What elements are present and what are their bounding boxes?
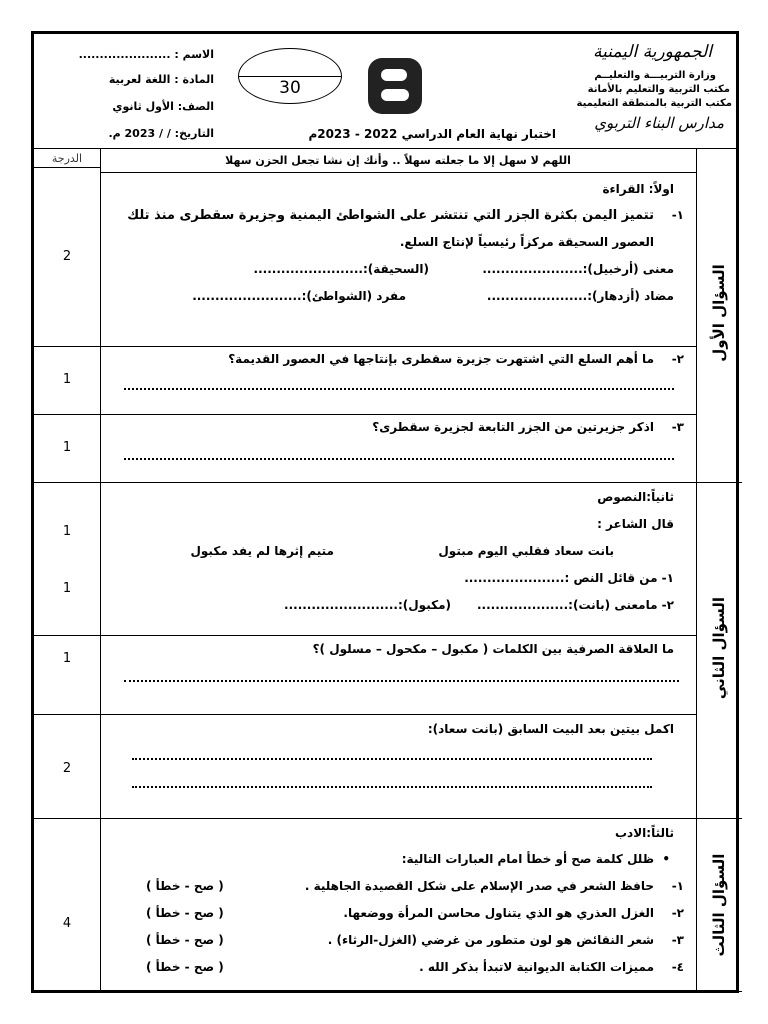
school-script: مدارس البناء التربوي [594,114,724,132]
tf-item-text: حافظ الشعر في صدر الإسلام على شكل القصيدة الجاهلية . [304,879,654,893]
s2-q1[interactable]: ١- من قائل النص :...................... [464,571,674,585]
s2-q3-answer-line[interactable] [124,680,679,682]
q3-grade: 1 [62,440,72,455]
s2-grade-3: 1 [62,651,72,666]
row-separator [34,714,696,715]
tf-choice[interactable]: ( صح - خطأ ) [146,906,224,920]
prayer-line: اللهم لا سهل إلا ما جعلته سهلاً .. وأنك إن نشا تجعل الحزن سهلا [225,154,571,167]
row-separator [34,346,696,347]
grade-level-label: الصف: الأول ثانوي [112,100,214,113]
poet-label: قال الشاعر : [597,517,674,531]
tf-item-number: ٢- [671,906,684,920]
s2-q3: ما العلاقة الصرفية بين الكلمات ( مكبول – مكحول – مسلول )؟ [312,642,674,656]
tf-bullet-icon: • [662,852,670,866]
tf-choice[interactable]: ( صح - خطأ ) [146,933,224,947]
s2-q4: اكمل بيتين بعد البيت السابق (بانت سعاد): [427,722,674,736]
q2-number: ٢- [671,352,684,366]
section-3-label: السؤال الثالث [710,853,728,957]
s3-grade: 4 [62,916,72,931]
grade-column-header: الدرجة [51,152,83,165]
q3-answer-line[interactable] [124,458,674,460]
office-line-2: مكتب التربية بالمنطقة التعليمية [576,98,732,109]
office-line-1: مكتب التربية والتعليم بالأمانة [587,84,730,95]
q1-grade: 2 [62,249,72,264]
s2-grade-4: 2 [62,761,72,776]
row-separator [34,635,696,636]
q2-text: ما أهم السلع التي اشتهرت جزيرة سقطرى بإنتاجها في العصور القديمة؟ [228,352,654,366]
s2-grade-2: 1 [62,581,72,596]
tf-item-number: ٣- [671,933,684,947]
emblem-script: الجمهورية اليمنية [592,42,712,62]
tf-item-number: ٤- [671,960,684,974]
verse-first-half: بانت سعاد فقلبي اليوم مبتول [438,544,614,558]
s2-q2[interactable]: ٢- مامعنى (بانت):.................... [476,598,674,612]
section-2-label: السؤال الثاني [710,596,728,700]
s2-grade-1: 1 [62,524,72,539]
exam-sheet [31,31,739,993]
section-separator [34,991,742,992]
q1-number: ١- [671,208,684,222]
row-separator [34,414,696,415]
q2-grade: 1 [62,372,72,387]
section-1-label: السؤال الأول [710,264,728,362]
q3-text: اذكر جزيرتين من الجزر التابعة لجزيرة سقطرى؟ [372,420,654,434]
tf-choice[interactable]: ( صح - خطأ ) [146,879,224,893]
section-separator [34,482,742,483]
tf-item-text: شعر النقائض هو لون متطور من غرضي (الغزل-الرثاء) . [327,933,654,947]
ministry-line: وزارة التربيـــة والتعليــم [594,70,716,81]
section-2-heading: ثانياً:النصوص [597,490,674,504]
q1-line-2: العصور السحيقة مركزاً رئيسياً لإنتاج السلع. [399,235,654,249]
score-total: 30 [279,78,301,98]
section-separator [34,818,742,819]
tf-item-text: الغزل العذري هو الذي يتناول محاسن المرأة ووضعها. [343,906,654,920]
q3-number: ٣- [671,420,684,434]
name-field[interactable]: الاسم : ...................... [78,48,214,61]
q1-meaning-b[interactable]: (السحيقة):........................ [253,262,429,276]
tf-choice[interactable]: ( صح - خطأ ) [146,960,224,974]
tf-item-text: مميزات الكتابة الديوانية لاتبدأ بذكر الله . [419,960,654,974]
date-field[interactable]: التاريخ: / / 2023 م. [108,127,214,140]
tf-instruction: ظلل كلمة صح أو خطأ امام العبارات التالية: [401,852,654,866]
score-oval [238,48,342,104]
q1-singular[interactable]: مفرد (الشواطئ):........................ [192,289,406,303]
grade-header-underline [34,167,100,168]
subject-label: المادة : اللغة لعربية [108,73,214,86]
exam-title: اختبار نهاية العام الدراسي 2022 - 2023م [308,127,556,141]
tf-item-number: ١- [671,879,684,893]
s2-q4-answer-line-2[interactable] [132,786,652,788]
q1-antonym[interactable]: مضاد (أزدهار):...................... [486,289,674,303]
q1-line-1: تتميز اليمن بكثرة الجزر التي تنتشر على الشواطئ اليمنية وجزيرة سقطرى منذ تلك [127,208,654,223]
s2-q4-answer-line-1[interactable] [132,758,652,760]
grade-col-line [100,148,101,993]
table-top-line [34,148,736,149]
blogger-logo-icon [368,58,422,114]
section-1-heading: اولاً: القراءة [602,182,674,196]
q2-answer-line[interactable] [124,388,674,390]
s2-q2b[interactable]: (مكبول):......................... [284,598,451,612]
side-col-line [696,148,697,993]
prayer-underline [100,172,696,173]
section-3-heading: ثالثاً:الادب [615,826,674,840]
q1-meaning-a[interactable]: معنى (أرخبيل):...................... [482,262,674,276]
verse-second-half: متيم إثرها لم يفد مكبول [190,544,334,558]
